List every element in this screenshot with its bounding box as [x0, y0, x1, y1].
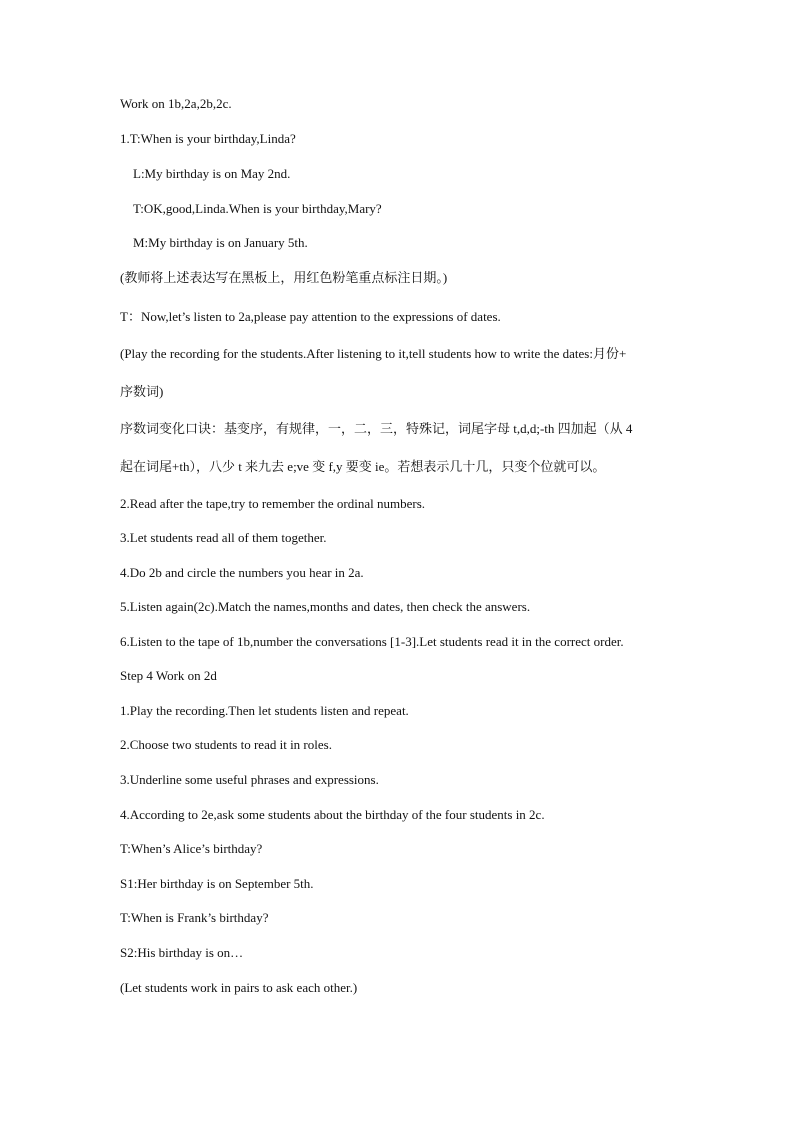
text-line: (Let students work in pairs to ask each other.) — [120, 980, 358, 995]
text-line: (Play the recording for the students.After listening to it,tell students how to write the dates:月份+ — [120, 346, 627, 361]
text-line: 6.Listen to the tape of 1b,number the conversations [1-3].Let students read it in the correct order. — [120, 634, 624, 649]
text-line: T:When is Frank’s birthday? — [120, 910, 269, 925]
text-line: L:My birthday is on May 2nd. — [133, 166, 291, 181]
text-line: 4.Do 2b and circle the numbers you hear in 2a. — [120, 565, 364, 580]
text-line: S2:His birthday is on… — [120, 945, 244, 960]
text-line: 3.Let students read all of them together. — [120, 530, 327, 545]
text-line: 序数词变化口诀：基变序，有规律，一，二，三，特殊记，词尾字母 t,d,d;-th 四加起（从 4 — [120, 421, 633, 436]
text-line: 1.Play the recording.Then let students listen and repeat. — [120, 703, 409, 718]
text-line: T：Now,let’s listen to 2a,please pay attention to the expressions of dates. — [120, 309, 501, 324]
text-line: Work on 1b,2a,2b,2c. — [120, 96, 232, 111]
text-line: 3.Underline some useful phrases and expressions. — [120, 772, 379, 787]
text-line: 4.According to 2e,ask some students about the birthday of the four students in 2c. — [120, 807, 545, 822]
text-line: 2.Read after the tape,try to remember the ordinal numbers. — [120, 496, 426, 511]
text-line: T:When’s Alice’s birthday? — [120, 841, 263, 856]
text-line: T:OK,good,Linda.When is your birthday,Mary? — [133, 201, 382, 216]
text-line: Step 4 Work on 2d — [120, 668, 217, 683]
text-line: (教师将上述表达写在黑板上，用红色粉笔重点标注日期。) — [120, 270, 448, 285]
text-line: 1.T:When is your birthday,Linda? — [120, 131, 296, 146]
text-line: 起在词尾+th），八少 t 来九去 e;ve 变 f,y 要变 ie。若想表示几十几，只变个位就可以。 — [120, 459, 606, 474]
text-line: 序数词) — [120, 384, 164, 399]
text-line: S1:Her birthday is on September 5th. — [120, 876, 314, 891]
text-line: 2.Choose two students to read it in roles. — [120, 737, 332, 752]
text-line: M:My birthday is on January 5th. — [133, 235, 308, 250]
text-line: 5.Listen again(2c).Match the names,months and dates, then check the answers. — [120, 599, 531, 614]
